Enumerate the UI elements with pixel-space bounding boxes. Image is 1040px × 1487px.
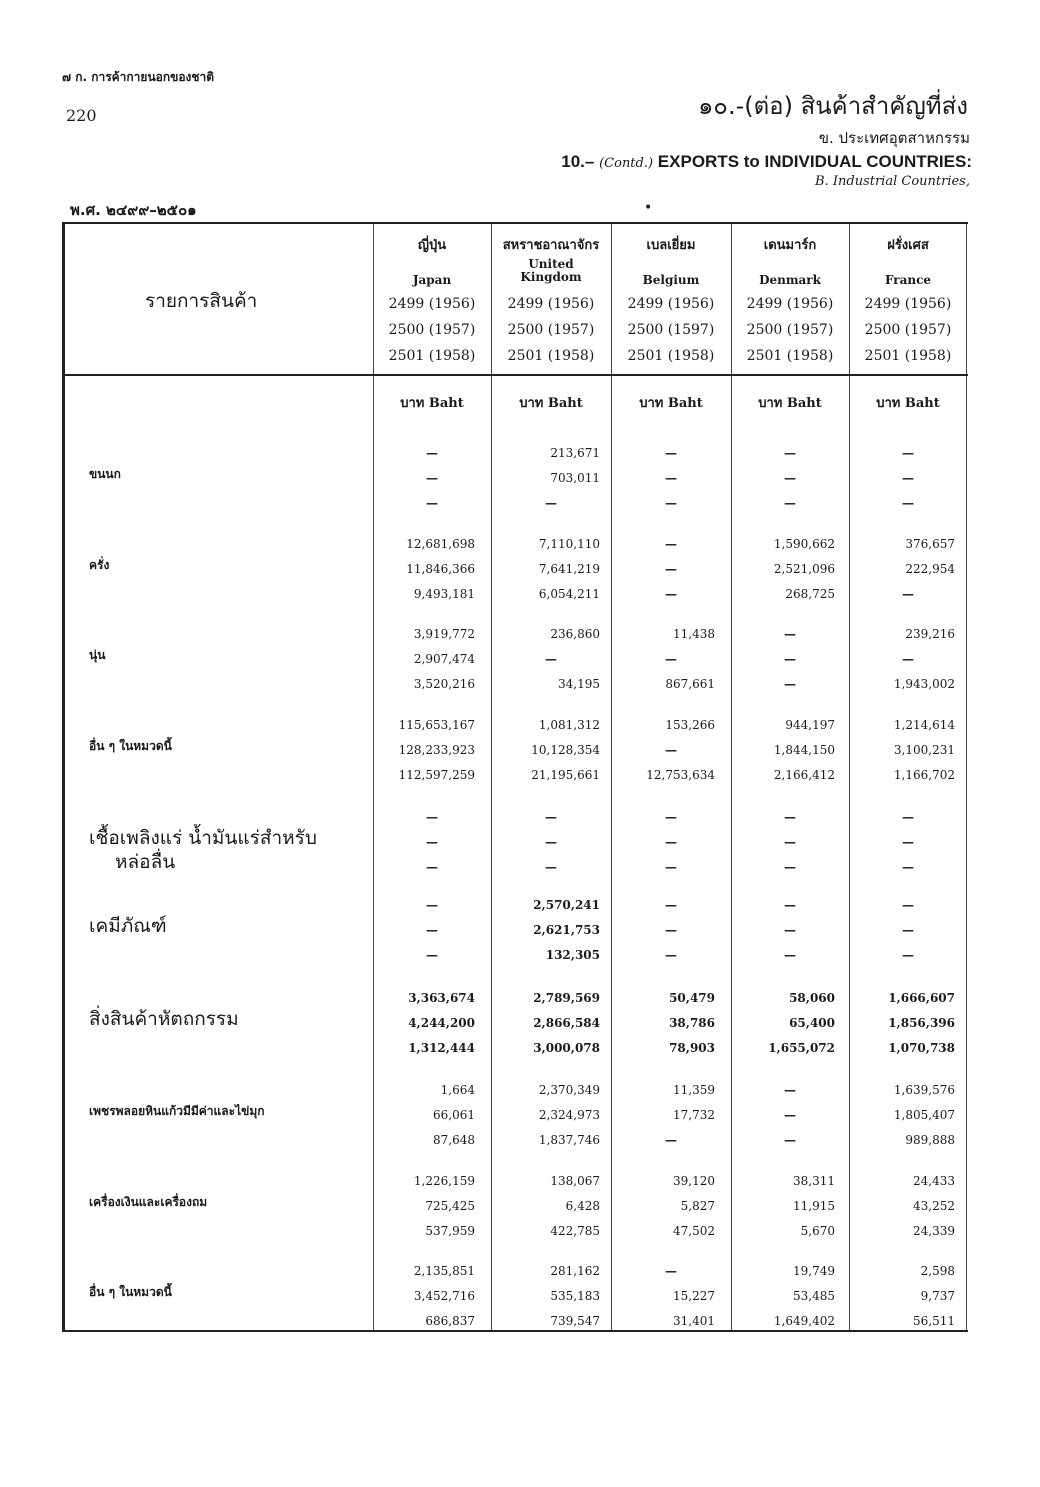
table-cell: 1,081,312 bbox=[538, 718, 600, 732]
year-label: 2499 (1956) bbox=[864, 296, 952, 312]
table-cell: 281,162 bbox=[550, 1264, 600, 1278]
table-cell: 739,547 bbox=[550, 1314, 600, 1328]
table-cell: 43,252 bbox=[913, 1199, 955, 1213]
table-cell: 9,737 bbox=[920, 1289, 955, 1303]
table-cell: — bbox=[784, 677, 796, 691]
table-cell: 78,903 bbox=[669, 1041, 715, 1055]
year-label: 2500 (1957) bbox=[746, 322, 834, 338]
table-cell: 3,000,078 bbox=[533, 1041, 600, 1055]
country-column-header bbox=[373, 224, 491, 424]
table-cell: 422,785 bbox=[550, 1224, 600, 1238]
table-cell: 268,725 bbox=[785, 587, 835, 601]
table-cell: 65,400 bbox=[789, 1016, 835, 1030]
year-label: 2499 (1956) bbox=[627, 296, 715, 312]
table-cell: 138,067 bbox=[550, 1174, 600, 1188]
table-cell: 3,452,716 bbox=[413, 1289, 475, 1303]
table-cell: — bbox=[665, 835, 677, 849]
table-cell: 1,664 bbox=[440, 1083, 475, 1097]
table-cell: — bbox=[426, 810, 438, 824]
table-cell: — bbox=[784, 471, 796, 485]
country-name-english: Belgium bbox=[642, 273, 700, 287]
table-cell: — bbox=[545, 652, 557, 666]
table-cell: — bbox=[426, 446, 438, 460]
year-label: 2501 (1958) bbox=[627, 348, 715, 364]
table-cell: — bbox=[784, 810, 796, 824]
table-cell: 2,907,474 bbox=[413, 652, 475, 666]
page-number: 220 bbox=[66, 106, 97, 125]
table-cell: 989,888 bbox=[905, 1133, 955, 1147]
unit-label: บาท Baht bbox=[400, 396, 464, 411]
table-cell: 12,753,634 bbox=[646, 768, 715, 782]
table-cell: 376,657 bbox=[905, 537, 955, 551]
table-cell: 17,732 bbox=[673, 1108, 715, 1122]
table-cell: — bbox=[426, 898, 438, 912]
table-cell: 66,061 bbox=[433, 1108, 475, 1122]
table-cell: — bbox=[784, 835, 796, 849]
table-cell: 2,521,096 bbox=[773, 562, 835, 576]
table-cell: — bbox=[784, 627, 796, 641]
table-cell: 38,786 bbox=[669, 1016, 715, 1030]
table-cell: — bbox=[665, 860, 677, 874]
table-cell: 2,598 bbox=[920, 1264, 955, 1278]
table-cell: 11,359 bbox=[673, 1083, 715, 1097]
table-cell: — bbox=[784, 652, 796, 666]
table-cell: 47,502 bbox=[673, 1224, 715, 1238]
row-label: อื่น ๆ ในหมวดนี้ bbox=[89, 1285, 172, 1299]
table-cell: — bbox=[902, 923, 914, 937]
table-cell: 53,485 bbox=[793, 1289, 835, 1303]
table-cell: 7,641,219 bbox=[538, 562, 600, 576]
table-cell: — bbox=[665, 471, 677, 485]
table-cell: 10,128,354 bbox=[531, 743, 600, 757]
table-cell: 2,166,412 bbox=[773, 768, 835, 782]
table-cell: — bbox=[665, 743, 677, 757]
table-cell: 1,666,607 bbox=[888, 991, 955, 1005]
table-cell: 2,621,753 bbox=[533, 923, 600, 937]
table-cell: 112,597,259 bbox=[398, 768, 475, 782]
table-cell: 3,100,231 bbox=[893, 743, 955, 757]
table-cell: — bbox=[426, 860, 438, 874]
year-range: พ.ศ. ๒๔๙๙–๒๕๐๑ bbox=[70, 201, 197, 219]
unit-label: บาท Baht bbox=[876, 396, 940, 411]
row-label: เครื่องเงินและเครื่องถม bbox=[89, 1195, 208, 1209]
table-cell: — bbox=[665, 923, 677, 937]
table-cell: 1,805,407 bbox=[893, 1108, 955, 1122]
table-cell: 19,749 bbox=[793, 1264, 835, 1278]
bullet-mark: • bbox=[644, 200, 653, 216]
table-cell: 2,866,584 bbox=[533, 1016, 600, 1030]
table-cell: 132,305 bbox=[545, 948, 600, 962]
table-cell: 115,653,167 bbox=[398, 718, 475, 732]
table-cell: 1,639,576 bbox=[893, 1083, 955, 1097]
table-cell: — bbox=[902, 810, 914, 824]
table-cell: 2,370,349 bbox=[538, 1083, 600, 1097]
table-cell: — bbox=[665, 537, 677, 551]
table-cell: 703,011 bbox=[550, 471, 600, 485]
country-name-english: United bbox=[528, 257, 574, 271]
table-cell: 6,054,211 bbox=[538, 587, 600, 601]
table-cell: — bbox=[784, 1108, 796, 1122]
table-cell: 9,493,181 bbox=[413, 587, 475, 601]
country-name-english: France bbox=[884, 273, 932, 287]
table-cell: 11,438 bbox=[673, 627, 715, 641]
table-cell: 7,110,110 bbox=[538, 537, 600, 551]
country-column-header bbox=[731, 224, 849, 424]
table-cell: — bbox=[665, 1133, 677, 1147]
table-cell: 1,312,444 bbox=[408, 1041, 475, 1055]
table-cell: 2,324,973 bbox=[538, 1108, 600, 1122]
table-cell: 39,120 bbox=[673, 1174, 715, 1188]
table-cell: — bbox=[665, 496, 677, 510]
row-label: เชื้อเพลิงแร่ น้ำมันแร่สำหรับ bbox=[89, 827, 317, 849]
table-cell: — bbox=[545, 860, 557, 874]
row-label: นุ่น bbox=[89, 648, 106, 662]
table-cell: — bbox=[665, 652, 677, 666]
table-cell: — bbox=[902, 948, 914, 962]
table-cell: — bbox=[426, 835, 438, 849]
country-name-thai: สหราชอาณาจักร bbox=[502, 238, 600, 253]
country-name-thai: เดนมาร์ก bbox=[763, 238, 817, 253]
table-cell: — bbox=[665, 446, 677, 460]
table-cell: 1,214,614 bbox=[893, 718, 955, 732]
table-cell: 6,428 bbox=[565, 1199, 600, 1213]
table-cell: 12,681,698 bbox=[406, 537, 475, 551]
table-cell: 3,520,216 bbox=[413, 677, 475, 691]
row-label: เพชรพลอยหินแก้วมีมีค่าและไข่มุก bbox=[89, 1104, 265, 1118]
table-cell: — bbox=[545, 810, 557, 824]
row-label: อื่น ๆ ในหมวดนี้ bbox=[89, 739, 172, 753]
table-cell: 11,915 bbox=[793, 1199, 835, 1213]
table-cell: 15,227 bbox=[673, 1289, 715, 1303]
table-cell: — bbox=[426, 496, 438, 510]
table-cell: 58,060 bbox=[789, 991, 835, 1005]
title-english bbox=[561, 152, 972, 172]
row-label-continued: หล่อลื่น bbox=[115, 851, 176, 873]
table-cell: 236,860 bbox=[550, 627, 600, 641]
table-cell: — bbox=[902, 471, 914, 485]
table-cell: — bbox=[902, 860, 914, 874]
table-cell: 50,479 bbox=[669, 991, 715, 1005]
table-cell: — bbox=[426, 471, 438, 485]
table-cell: 3,919,772 bbox=[413, 627, 475, 641]
year-label: 2501 (1958) bbox=[507, 348, 595, 364]
table-cell: 11,846,366 bbox=[406, 562, 475, 576]
unit-label: บาท Baht bbox=[519, 396, 583, 411]
row-label: เคมีภัณฑ์ bbox=[89, 915, 167, 937]
country-column-header bbox=[611, 224, 731, 424]
table-cell: 24,433 bbox=[913, 1174, 955, 1188]
unit-label: บาท Baht bbox=[758, 396, 822, 411]
table-cell: — bbox=[665, 948, 677, 962]
table-cell: — bbox=[545, 835, 557, 849]
table-cell: 87,648 bbox=[433, 1133, 475, 1147]
table-cell: 1,166,702 bbox=[893, 768, 955, 782]
table-cell: 1,590,662 bbox=[773, 537, 835, 551]
year-label: 2501 (1958) bbox=[746, 348, 834, 364]
table-cell: 24,339 bbox=[913, 1224, 955, 1238]
year-label: 2499 (1956) bbox=[507, 296, 595, 312]
table-cell: — bbox=[902, 835, 914, 849]
row-label: สิ่งสินค้าหัตถกรรม bbox=[89, 1008, 239, 1030]
table-cell: 2,570,241 bbox=[533, 898, 600, 912]
table-cell: — bbox=[426, 948, 438, 962]
table-cell: — bbox=[665, 810, 677, 824]
year-label: 2500 (1957) bbox=[388, 322, 476, 338]
table-cell: 56,511 bbox=[913, 1314, 955, 1328]
table-cell: — bbox=[665, 562, 677, 576]
country-name-english: Kingdom bbox=[520, 270, 582, 284]
table-cell: 128,233,923 bbox=[398, 743, 475, 757]
table-cell: 1,844,150 bbox=[773, 743, 835, 757]
table-cell: — bbox=[784, 923, 796, 937]
title-number: 10.– bbox=[561, 152, 595, 171]
table-cell: — bbox=[784, 446, 796, 460]
table-cell: 213,671 bbox=[550, 446, 600, 460]
country-name-thai: ญี่ปุ่น bbox=[417, 238, 447, 253]
table-cell: 5,827 bbox=[680, 1199, 715, 1213]
table-cell: 21,195,661 bbox=[531, 768, 600, 782]
table-cell: 2,135,851 bbox=[413, 1264, 475, 1278]
title-contd: (Contd.) bbox=[599, 156, 654, 171]
table-cell: — bbox=[665, 587, 677, 601]
table-cell: — bbox=[902, 587, 914, 601]
table-cell: 153,266 bbox=[665, 718, 715, 732]
table-cell: — bbox=[902, 496, 914, 510]
table-cell: — bbox=[784, 860, 796, 874]
country-name-thai: เบลเยี่ยม bbox=[646, 238, 696, 253]
table-cell: 2,789,569 bbox=[533, 991, 600, 1005]
country-column-header bbox=[849, 224, 967, 424]
year-label: 2500 (1957) bbox=[507, 322, 595, 338]
year-label: 2500 (1597) bbox=[627, 322, 715, 338]
table-cell: — bbox=[784, 1133, 796, 1147]
table-cell: — bbox=[426, 923, 438, 937]
title-thai: ๑๐.-(ต่อ) สินค้าสำคัญที่ส่ง bbox=[698, 92, 968, 120]
year-label: 2501 (1958) bbox=[864, 348, 952, 364]
table-cell: — bbox=[784, 948, 796, 962]
table-cell: 1,856,396 bbox=[888, 1016, 955, 1030]
table-cell: — bbox=[784, 496, 796, 510]
table-cell: — bbox=[665, 1264, 677, 1278]
unit-label: บาท Baht bbox=[639, 396, 703, 411]
table-cell: 31,401 bbox=[673, 1314, 715, 1328]
table-cell: 1,226,159 bbox=[413, 1174, 475, 1188]
table-cell: 867,661 bbox=[665, 677, 715, 691]
table-cell: 239,216 bbox=[905, 627, 955, 641]
table-cell: — bbox=[545, 496, 557, 510]
table-cell: 725,425 bbox=[425, 1199, 475, 1213]
country-name-english: Japan bbox=[412, 273, 452, 287]
table-cell: — bbox=[902, 898, 914, 912]
exports-table bbox=[62, 222, 968, 1332]
row-label: ครั่ง bbox=[89, 558, 110, 572]
table-cell: 686,837 bbox=[425, 1314, 475, 1328]
table-cell: 222,954 bbox=[905, 562, 955, 576]
title-main: EXPORTS to INDIVIDUAL COUNTRIES: bbox=[657, 152, 972, 171]
year-label: 2501 (1958) bbox=[388, 348, 476, 364]
table-cell: 3,363,674 bbox=[408, 991, 475, 1005]
table-cell: 535,183 bbox=[550, 1289, 600, 1303]
table-cell: 38,311 bbox=[793, 1174, 835, 1188]
year-label: 2500 (1957) bbox=[864, 322, 952, 338]
table-cell: 1,837,746 bbox=[538, 1133, 600, 1147]
country-name-thai: ฝรั่งเศส bbox=[887, 238, 929, 253]
table-cell: 1,070,738 bbox=[888, 1041, 955, 1055]
country-column-header bbox=[491, 224, 611, 424]
row-label: ขนนก bbox=[89, 467, 121, 481]
table-cell: 34,195 bbox=[558, 677, 600, 691]
table-cell: — bbox=[784, 1083, 796, 1097]
table-cell: 944,197 bbox=[785, 718, 835, 732]
table-cell: 4,244,200 bbox=[408, 1016, 475, 1030]
table-cell: — bbox=[902, 446, 914, 460]
table-cell: 1,649,402 bbox=[773, 1314, 835, 1328]
table-cell: 5,670 bbox=[800, 1224, 835, 1238]
year-label: 2499 (1956) bbox=[388, 296, 476, 312]
subtitle-thai: ข. ประเทศอุตสาหกรรม bbox=[818, 129, 970, 147]
year-label: 2499 (1956) bbox=[746, 296, 834, 312]
table-cell: 1,943,002 bbox=[893, 677, 955, 691]
table-cell: 1,655,072 bbox=[768, 1041, 835, 1055]
table-cell: — bbox=[665, 898, 677, 912]
section-header: ๗ ก. การค้ากายนอกของชาติ bbox=[62, 70, 215, 84]
item-column-header: รายการสินค้า bbox=[145, 290, 258, 312]
table-cell: 537,959 bbox=[425, 1224, 475, 1238]
table-cell: — bbox=[784, 898, 796, 912]
subtitle-english: B. Industrial Countries, bbox=[815, 174, 970, 189]
country-name-english: Denmark bbox=[759, 273, 821, 287]
table-cell: — bbox=[902, 652, 914, 666]
